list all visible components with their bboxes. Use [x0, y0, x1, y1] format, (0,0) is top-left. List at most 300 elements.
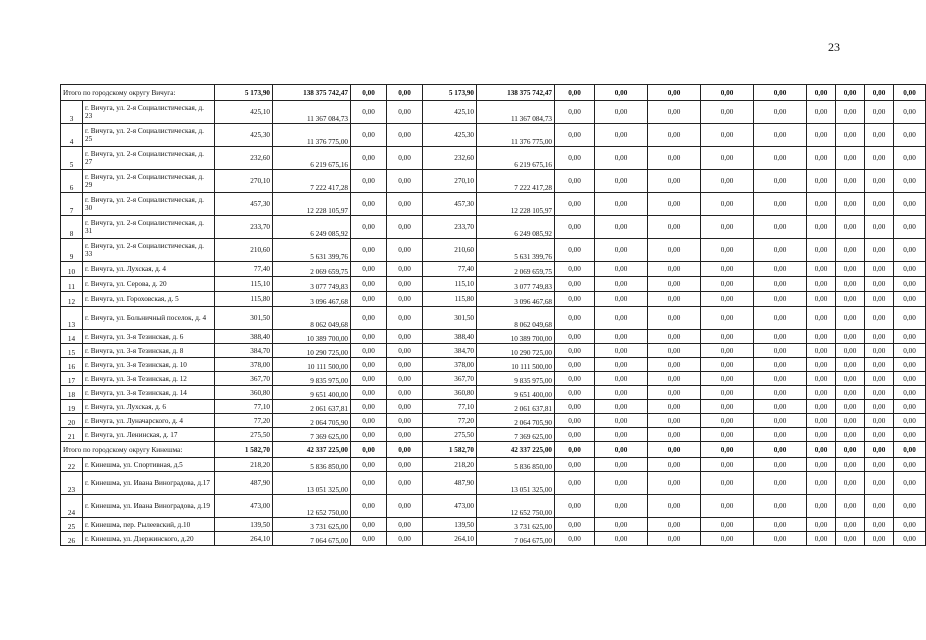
value-cell: 0,00	[865, 216, 894, 239]
value-cell: 0,00	[894, 458, 926, 472]
value-cell: 8 062 049,68	[477, 307, 555, 330]
value-cell: 3 077 749,83	[477, 277, 555, 292]
value-cell: 0,00	[555, 344, 595, 358]
value-cell: 0,00	[595, 193, 648, 216]
table-row	[61, 170, 926, 193]
value-cell: 0,00	[807, 386, 836, 400]
value-cell: 0,00	[807, 414, 836, 428]
value-cell: 0,00	[865, 518, 894, 532]
total-value-cell: 0,00	[555, 442, 595, 458]
value-cell: 0,00	[351, 292, 387, 307]
value-cell: 0,00	[865, 239, 894, 262]
value-cell: 0,00	[894, 170, 926, 193]
total-value-cell: 0,00	[701, 85, 754, 101]
value-cell: 0,00	[648, 147, 701, 170]
value-cell: 0,00	[648, 262, 701, 277]
value-cell: 0,00	[701, 386, 754, 400]
value-cell: 0,00	[894, 292, 926, 307]
value-cell: 0,00	[807, 495, 836, 518]
row-number-cell: 7	[61, 193, 83, 216]
table-row	[61, 277, 926, 292]
table-row	[61, 307, 926, 330]
value-cell: 0,00	[701, 428, 754, 442]
value-cell: 0,00	[648, 518, 701, 532]
value-cell: 0,00	[865, 532, 894, 546]
value-cell: 0,00	[351, 262, 387, 277]
address-cell: г. Вичуга, ул. 3-я Тезинская, д. 6	[83, 330, 215, 344]
value-cell: 11 376 775,00	[273, 124, 351, 147]
table-row	[61, 193, 926, 216]
value-cell: 0,00	[865, 277, 894, 292]
value-cell: 0,00	[351, 372, 387, 386]
value-cell: 9 835 975,00	[477, 372, 555, 386]
value-cell: 3 731 625,00	[477, 518, 555, 532]
value-cell: 378,00	[423, 358, 477, 372]
value-cell: 218,20	[215, 458, 273, 472]
value-cell: 0,00	[894, 101, 926, 124]
value-cell: 0,00	[555, 292, 595, 307]
value-cell: 0,00	[836, 532, 865, 546]
row-number-cell: 13	[61, 307, 83, 330]
table-row	[61, 532, 926, 546]
total-value-cell: 0,00	[701, 442, 754, 458]
value-cell: 270,10	[215, 170, 273, 193]
value-cell: 384,70	[215, 344, 273, 358]
value-cell: 425,10	[423, 101, 477, 124]
value-cell: 9 651 400,00	[477, 386, 555, 400]
value-cell: 0,00	[648, 414, 701, 428]
value-cell: 0,00	[595, 344, 648, 358]
value-cell: 3 096 467,68	[273, 292, 351, 307]
value-cell: 0,00	[648, 216, 701, 239]
value-cell: 0,00	[701, 239, 754, 262]
value-cell: 0,00	[351, 400, 387, 414]
value-cell: 0,00	[865, 262, 894, 277]
value-cell: 0,00	[836, 193, 865, 216]
address-cell: г. Кинешма, ул. Ивана Виноградова, д.19	[83, 495, 215, 518]
value-cell: 0,00	[387, 170, 423, 193]
value-cell: 0,00	[351, 147, 387, 170]
value-cell: 0,00	[894, 358, 926, 372]
value-cell: 0,00	[701, 262, 754, 277]
value-cell: 0,00	[648, 344, 701, 358]
value-cell: 0,00	[701, 472, 754, 495]
value-cell: 0,00	[595, 239, 648, 262]
value-cell: 3 731 625,00	[273, 518, 351, 532]
value-cell: 0,00	[701, 193, 754, 216]
value-cell: 0,00	[807, 292, 836, 307]
value-cell: 77,10	[215, 400, 273, 414]
total-value-cell: 0,00	[894, 85, 926, 101]
value-cell: 0,00	[754, 458, 807, 472]
value-cell: 11 376 775,00	[477, 124, 555, 147]
value-cell: 0,00	[754, 193, 807, 216]
total-value-cell: 138 375 742,47	[477, 85, 555, 101]
row-number-cell: 6	[61, 170, 83, 193]
value-cell: 0,00	[387, 262, 423, 277]
value-cell: 0,00	[701, 372, 754, 386]
row-number-cell: 16	[61, 358, 83, 372]
district-total-row	[61, 442, 926, 458]
value-cell: 0,00	[807, 239, 836, 262]
table-row	[61, 518, 926, 532]
value-cell: 378,00	[215, 358, 273, 372]
value-cell: 0,00	[701, 414, 754, 428]
value-cell: 0,00	[595, 386, 648, 400]
value-cell: 0,00	[387, 344, 423, 358]
value-cell: 473,00	[215, 495, 273, 518]
value-cell: 0,00	[701, 216, 754, 239]
value-cell: 0,00	[351, 330, 387, 344]
value-cell: 0,00	[807, 277, 836, 292]
value-cell: 0,00	[754, 428, 807, 442]
table-row	[61, 358, 926, 372]
value-cell: 301,50	[423, 307, 477, 330]
value-cell: 0,00	[555, 330, 595, 344]
value-cell: 0,00	[351, 239, 387, 262]
value-cell: 11 367 084,73	[477, 101, 555, 124]
value-cell: 0,00	[351, 428, 387, 442]
value-cell: 11 367 084,73	[273, 101, 351, 124]
value-cell: 8 062 049,68	[273, 307, 351, 330]
value-cell: 425,30	[215, 124, 273, 147]
value-cell: 12 228 105,97	[477, 193, 555, 216]
value-cell: 0,00	[836, 518, 865, 532]
value-cell: 233,70	[423, 216, 477, 239]
value-cell: 6 219 675,16	[477, 147, 555, 170]
value-cell: 0,00	[387, 386, 423, 400]
district-total-label: Итого по городскому округу Вичуга:	[61, 85, 215, 101]
value-cell: 0,00	[351, 216, 387, 239]
value-cell: 0,00	[387, 532, 423, 546]
value-cell: 0,00	[387, 147, 423, 170]
value-cell: 0,00	[387, 472, 423, 495]
value-cell: 473,00	[423, 495, 477, 518]
value-cell: 0,00	[595, 532, 648, 546]
total-value-cell: 42 337 225,00	[477, 442, 555, 458]
value-cell: 0,00	[701, 277, 754, 292]
value-cell: 5 836 850,00	[273, 458, 351, 472]
value-cell: 0,00	[387, 400, 423, 414]
value-cell: 0,00	[865, 495, 894, 518]
value-cell: 10 389 700,00	[273, 330, 351, 344]
value-cell: 0,00	[351, 472, 387, 495]
address-cell: г. Кинешма, ул. Спортивная, д.5	[83, 458, 215, 472]
value-cell: 0,00	[754, 124, 807, 147]
value-cell: 0,00	[555, 307, 595, 330]
row-number-cell: 21	[61, 428, 83, 442]
value-cell: 0,00	[894, 344, 926, 358]
value-cell: 0,00	[836, 101, 865, 124]
value-cell: 425,10	[215, 101, 273, 124]
value-cell: 0,00	[754, 400, 807, 414]
value-cell: 2 069 659,75	[477, 262, 555, 277]
value-cell: 0,00	[595, 372, 648, 386]
address-cell: г. Вичуга, ул. Ленинская, д. 17	[83, 428, 215, 442]
value-cell: 0,00	[836, 495, 865, 518]
value-cell: 0,00	[595, 292, 648, 307]
total-value-cell: 0,00	[387, 85, 423, 101]
value-cell: 0,00	[351, 277, 387, 292]
total-value-cell: 1 582,70	[215, 442, 273, 458]
value-cell: 0,00	[555, 518, 595, 532]
value-cell: 0,00	[701, 124, 754, 147]
address-cell: г. Вичуга, ул. 2-я Социалистическая, д. 30	[83, 193, 215, 216]
address-cell: г. Вичуга, ул. 2-я Социалистическая, д. 23	[83, 101, 215, 124]
value-cell: 0,00	[894, 239, 926, 262]
value-cell: 0,00	[555, 277, 595, 292]
table-row	[61, 372, 926, 386]
value-cell: 0,00	[836, 277, 865, 292]
value-cell: 0,00	[648, 330, 701, 344]
value-cell: 388,40	[423, 330, 477, 344]
value-cell: 0,00	[595, 147, 648, 170]
row-number-cell: 5	[61, 147, 83, 170]
value-cell: 0,00	[595, 216, 648, 239]
total-value-cell: 0,00	[865, 85, 894, 101]
value-cell: 0,00	[555, 472, 595, 495]
value-cell: 0,00	[865, 170, 894, 193]
value-cell: 0,00	[701, 518, 754, 532]
value-cell: 0,00	[807, 147, 836, 170]
value-cell: 425,30	[423, 124, 477, 147]
value-cell: 0,00	[807, 428, 836, 442]
value-cell: 0,00	[555, 239, 595, 262]
value-cell: 10 111 500,00	[273, 358, 351, 372]
value-cell: 0,00	[648, 458, 701, 472]
table-row	[61, 414, 926, 428]
value-cell: 0,00	[595, 101, 648, 124]
value-cell: 0,00	[387, 277, 423, 292]
value-cell: 0,00	[894, 400, 926, 414]
value-cell: 0,00	[894, 193, 926, 216]
value-cell: 0,00	[555, 101, 595, 124]
value-cell: 0,00	[555, 193, 595, 216]
value-cell: 0,00	[894, 372, 926, 386]
value-cell: 0,00	[555, 386, 595, 400]
value-cell: 5 631 399,76	[477, 239, 555, 262]
value-cell: 0,00	[701, 344, 754, 358]
resettlement-table	[60, 84, 926, 546]
value-cell: 0,00	[648, 101, 701, 124]
value-cell: 457,30	[423, 193, 477, 216]
value-cell: 0,00	[595, 358, 648, 372]
value-cell: 0,00	[836, 400, 865, 414]
value-cell: 7 064 675,00	[477, 532, 555, 546]
value-cell: 264,10	[423, 532, 477, 546]
value-cell: 2 061 637,81	[273, 400, 351, 414]
value-cell: 0,00	[595, 414, 648, 428]
value-cell: 0,00	[807, 262, 836, 277]
total-value-cell: 5 173,90	[423, 85, 477, 101]
total-value-cell: 0,00	[648, 442, 701, 458]
value-cell: 0,00	[865, 124, 894, 147]
total-value-cell: 138 375 742,47	[273, 85, 351, 101]
address-cell: г. Вичуга, ул. 2-я Социалистическая, д. 27	[83, 147, 215, 170]
district-total-label: Итого по городскому округу Кинешма:	[61, 442, 215, 458]
value-cell: 6 249 085,92	[477, 216, 555, 239]
value-cell: 0,00	[754, 495, 807, 518]
value-cell: 0,00	[701, 147, 754, 170]
value-cell: 0,00	[595, 458, 648, 472]
value-cell: 0,00	[648, 400, 701, 414]
value-cell: 0,00	[595, 307, 648, 330]
total-value-cell: 0,00	[555, 85, 595, 101]
value-cell: 0,00	[865, 386, 894, 400]
value-cell: 0,00	[555, 147, 595, 170]
value-cell: 0,00	[701, 330, 754, 344]
value-cell: 139,50	[215, 518, 273, 532]
value-cell: 0,00	[351, 458, 387, 472]
value-cell: 2 064 705,90	[477, 414, 555, 428]
value-cell: 0,00	[807, 193, 836, 216]
table-row	[61, 101, 926, 124]
value-cell: 0,00	[865, 193, 894, 216]
value-cell: 0,00	[387, 292, 423, 307]
value-cell: 0,00	[555, 495, 595, 518]
address-cell: г. Вичуга, ул. 3-я Тезинская, д. 12	[83, 372, 215, 386]
value-cell: 0,00	[595, 428, 648, 442]
address-cell: г. Вичуга, ул. 3-я Тезинская, д. 14	[83, 386, 215, 400]
value-cell: 0,00	[836, 386, 865, 400]
value-cell: 115,80	[215, 292, 273, 307]
value-cell: 0,00	[754, 358, 807, 372]
value-cell: 0,00	[555, 358, 595, 372]
value-cell: 0,00	[648, 124, 701, 147]
address-cell: г. Вичуга, ул. Луначарского, д. 4	[83, 414, 215, 428]
value-cell: 0,00	[754, 101, 807, 124]
value-cell: 0,00	[894, 428, 926, 442]
value-cell: 77,40	[215, 262, 273, 277]
address-cell: г. Вичуга, ул. 3-я Тезинская, д. 10	[83, 358, 215, 372]
value-cell: 0,00	[754, 532, 807, 546]
value-cell: 0,00	[865, 472, 894, 495]
value-cell: 7 222 417,28	[477, 170, 555, 193]
value-cell: 457,30	[215, 193, 273, 216]
value-cell: 0,00	[387, 518, 423, 532]
value-cell: 0,00	[701, 532, 754, 546]
table-row	[61, 239, 926, 262]
value-cell: 0,00	[351, 518, 387, 532]
value-cell: 12 652 750,00	[273, 495, 351, 518]
value-cell: 0,00	[894, 124, 926, 147]
value-cell: 0,00	[754, 344, 807, 358]
value-cell: 5 631 399,76	[273, 239, 351, 262]
value-cell: 0,00	[648, 292, 701, 307]
value-cell: 0,00	[807, 170, 836, 193]
value-cell: 0,00	[836, 124, 865, 147]
value-cell: 0,00	[894, 518, 926, 532]
value-cell: 0,00	[387, 495, 423, 518]
value-cell: 77,20	[423, 414, 477, 428]
total-value-cell: 0,00	[754, 85, 807, 101]
total-value-cell: 5 173,90	[215, 85, 273, 101]
value-cell: 0,00	[754, 216, 807, 239]
value-cell: 0,00	[351, 495, 387, 518]
table-row	[61, 147, 926, 170]
value-cell: 0,00	[894, 414, 926, 428]
value-cell: 270,10	[423, 170, 477, 193]
value-cell: 0,00	[351, 193, 387, 216]
value-cell: 0,00	[555, 216, 595, 239]
value-cell: 0,00	[754, 518, 807, 532]
value-cell: 7 064 675,00	[273, 532, 351, 546]
value-cell: 0,00	[754, 239, 807, 262]
value-cell: 0,00	[894, 495, 926, 518]
value-cell: 115,10	[423, 277, 477, 292]
value-cell: 0,00	[351, 124, 387, 147]
value-cell: 275,50	[423, 428, 477, 442]
value-cell: 0,00	[865, 428, 894, 442]
value-cell: 0,00	[754, 386, 807, 400]
table-row	[61, 400, 926, 414]
value-cell: 0,00	[836, 472, 865, 495]
address-cell: г. Вичуга, ул. 2-я Социалистическая, д. 29	[83, 170, 215, 193]
value-cell: 0,00	[865, 358, 894, 372]
value-cell: 3 096 467,68	[477, 292, 555, 307]
value-cell: 10 389 700,00	[477, 330, 555, 344]
value-cell: 0,00	[701, 458, 754, 472]
value-cell: 0,00	[836, 216, 865, 239]
value-cell: 0,00	[387, 193, 423, 216]
value-cell: 0,00	[754, 414, 807, 428]
value-cell: 0,00	[387, 216, 423, 239]
value-cell: 0,00	[648, 170, 701, 193]
value-cell: 0,00	[701, 495, 754, 518]
value-cell: 275,50	[215, 428, 273, 442]
value-cell: 0,00	[595, 472, 648, 495]
value-cell: 301,50	[215, 307, 273, 330]
row-number-cell: 22	[61, 458, 83, 472]
row-number-cell: 25	[61, 518, 83, 532]
total-value-cell: 0,00	[807, 85, 836, 101]
row-number-cell: 15	[61, 344, 83, 358]
value-cell: 0,00	[865, 344, 894, 358]
value-cell: 2 069 659,75	[273, 262, 351, 277]
value-cell: 0,00	[754, 170, 807, 193]
value-cell: 115,80	[423, 292, 477, 307]
value-cell: 0,00	[387, 124, 423, 147]
value-cell: 0,00	[351, 344, 387, 358]
value-cell: 0,00	[351, 532, 387, 546]
row-number-cell: 23	[61, 472, 83, 495]
value-cell: 0,00	[648, 239, 701, 262]
value-cell: 0,00	[701, 292, 754, 307]
value-cell: 77,40	[423, 262, 477, 277]
row-number-cell: 4	[61, 124, 83, 147]
address-cell: г. Вичуга, ул. Лухская, д. 4	[83, 262, 215, 277]
value-cell: 12 228 105,97	[273, 193, 351, 216]
total-value-cell: 0,00	[865, 442, 894, 458]
value-cell: 0,00	[387, 101, 423, 124]
value-cell: 0,00	[807, 372, 836, 386]
total-value-cell: 0,00	[351, 442, 387, 458]
value-cell: 0,00	[387, 307, 423, 330]
total-value-cell: 0,00	[754, 442, 807, 458]
value-cell: 0,00	[836, 458, 865, 472]
value-cell: 0,00	[807, 532, 836, 546]
value-cell: 0,00	[754, 307, 807, 330]
value-cell: 0,00	[648, 307, 701, 330]
value-cell: 0,00	[894, 386, 926, 400]
value-cell: 0,00	[351, 170, 387, 193]
value-cell: 6 249 085,92	[273, 216, 351, 239]
address-cell: г. Кинешма, ул. Ивана Виноградова, д.17	[83, 472, 215, 495]
value-cell: 10 290 725,00	[477, 344, 555, 358]
value-cell: 0,00	[648, 495, 701, 518]
row-number-cell: 14	[61, 330, 83, 344]
value-cell: 2 061 637,81	[477, 400, 555, 414]
